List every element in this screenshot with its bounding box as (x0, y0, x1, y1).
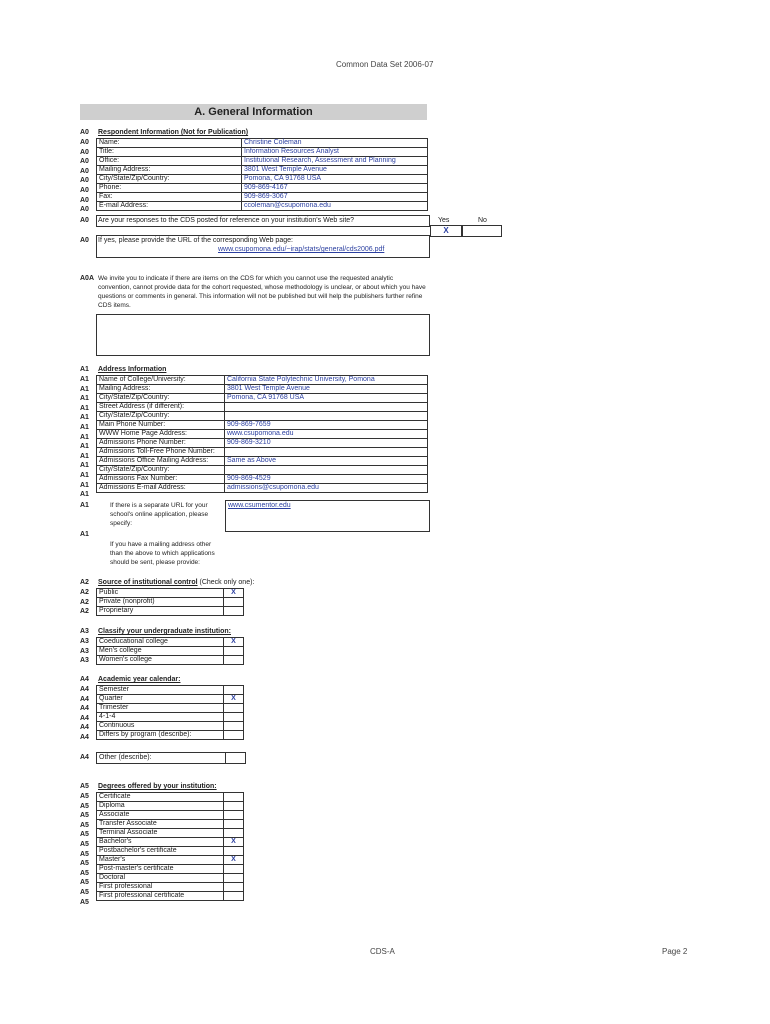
row-label: Admissions Toll-Free Phone Number: (97, 448, 225, 457)
a0-posted-code: A0 (80, 217, 89, 224)
a1-row-code: A1 (80, 414, 89, 422)
row-value[interactable]: Christine Coleman (242, 139, 428, 148)
a4-row-code: A4 (80, 686, 89, 693)
option-checkbox[interactable] (224, 793, 244, 802)
option-checkbox[interactable] (224, 847, 244, 856)
table-row (97, 193, 428, 202)
a0-row-code: A0 (80, 206, 89, 214)
a1-row-code: A1 (80, 404, 89, 412)
option-checkbox[interactable] (224, 607, 244, 616)
a1-row-code: A1 (80, 385, 89, 393)
option-label: 4-1-4 (97, 713, 224, 722)
option-label: Women's college (97, 656, 224, 665)
a4-other-label: Other (describe): (99, 754, 152, 761)
row-label: Mailing Address: (97, 166, 242, 175)
a0-row-code: A0 (80, 177, 89, 185)
a3-classify-table (96, 637, 244, 665)
table-row (97, 475, 428, 484)
option-row (97, 874, 244, 883)
table-row (97, 157, 428, 166)
option-label: Postbachelor's certificate (97, 847, 224, 856)
option-checkbox[interactable]: X (224, 638, 244, 647)
a0-row-code: A0 (80, 158, 89, 166)
row-value[interactable] (225, 403, 428, 412)
a2-row-code: A2 (80, 608, 89, 616)
option-checkbox[interactable] (224, 820, 244, 829)
table-row (97, 430, 428, 439)
row-value[interactable]: 909-869-4529 (225, 475, 428, 484)
table-row (97, 412, 428, 421)
table-row (97, 394, 428, 403)
option-row (97, 883, 244, 892)
option-label: Master's (97, 856, 224, 865)
a4-row-code: A4 (80, 705, 89, 713)
a3-code: A3 (80, 628, 89, 635)
a1-code: A1 (80, 366, 89, 373)
row-label: Fax: (97, 193, 242, 202)
a1-row-code: A1 (80, 452, 89, 460)
a0-url-question: If yes, please provide the URL of the corresponding Web page: (98, 237, 293, 244)
option-checkbox[interactable] (224, 802, 244, 811)
a2-row-code: A2 (80, 589, 89, 596)
row-label: Mailing Address: (97, 385, 225, 394)
row-value[interactable]: 909-869-3210 (225, 439, 428, 448)
option-label: Post-master's certificate (97, 865, 224, 874)
row-label: City/State/Zip/Country: (97, 466, 225, 475)
a0-row-code: A0 (80, 139, 89, 146)
a2-heading-line (98, 579, 254, 586)
row-value[interactable]: 909-869-7659 (225, 421, 428, 430)
option-checkbox[interactable] (224, 731, 244, 740)
a4-other-checkbox[interactable] (225, 752, 246, 764)
option-row (97, 589, 244, 598)
option-label: Semester (97, 686, 224, 695)
a1-row-code: A1 (80, 433, 89, 441)
a0-heading: Respondent Information (Not for Publication) (98, 129, 249, 136)
option-row (97, 713, 244, 722)
option-label: Public (97, 589, 224, 598)
option-row (97, 731, 244, 740)
table-row (97, 403, 428, 412)
a5-code: A5 (80, 783, 89, 790)
option-row (97, 865, 244, 874)
row-label: Name of College/University: (97, 376, 225, 385)
a0-url-code: A0 (80, 237, 89, 244)
option-checkbox[interactable]: X (224, 695, 244, 704)
no-checkbox[interactable] (462, 225, 502, 237)
a5-row-code: A5 (80, 879, 89, 887)
option-row (97, 704, 244, 713)
option-label: Bachelor's (97, 838, 224, 847)
a0-row-code: A0 (80, 187, 89, 194)
table-row (97, 448, 428, 457)
option-row (97, 638, 244, 647)
option-checkbox[interactable] (224, 865, 244, 874)
option-label: First professional certificate (97, 892, 224, 901)
table-row (97, 184, 428, 193)
table-row (97, 457, 428, 466)
table-row (97, 175, 428, 184)
option-label: Quarter (97, 695, 224, 704)
option-row (97, 607, 244, 616)
option-checkbox[interactable] (224, 656, 244, 665)
yes-label: Yes (438, 217, 450, 224)
a5-row-code: A5 (80, 812, 89, 820)
a5-row-code: A5 (80, 802, 89, 810)
option-row (97, 892, 244, 901)
row-value[interactable]: California State Polytechnic University, Pomona (225, 376, 428, 385)
row-label: Street Address (if different): (97, 403, 225, 412)
a0-row-code: A0 (80, 196, 89, 204)
table-row (97, 148, 428, 157)
row-label: Main Phone Number: (97, 421, 225, 430)
a2-control-table (96, 588, 244, 616)
row-label: Office: (97, 157, 242, 166)
a0-code: A0 (80, 129, 89, 136)
a1-row-code: A1 (80, 443, 89, 451)
a4-row-code: A4 (80, 714, 89, 722)
row-label: E-mail Address: (97, 202, 242, 211)
row-label: City/State/Zip/Country: (97, 412, 225, 421)
a4-heading: Academic year calendar: (98, 676, 181, 683)
a0-row-code: A0 (80, 148, 89, 156)
a5-row-code: A5 (80, 793, 89, 800)
document-header: Common Data Set 2006-07 (336, 60, 434, 69)
option-label: Continuous (97, 722, 224, 731)
a0-posted-box (96, 215, 430, 227)
option-label: Certificate (97, 793, 224, 802)
footer-center: CDS-A (370, 947, 395, 956)
table-row (97, 466, 428, 475)
a3-row-code: A3 (80, 638, 89, 645)
section-title: A. General Information (80, 104, 427, 120)
option-row (97, 647, 244, 656)
row-value[interactable]: Same as Above (225, 457, 428, 466)
a0a-code: A0A (80, 275, 95, 282)
option-checkbox[interactable] (224, 704, 244, 713)
option-checkbox[interactable] (224, 713, 244, 722)
footer-page-number: Page 2 (662, 947, 688, 956)
a3-row-code: A3 (80, 647, 89, 655)
a1-row-code: A1 (80, 491, 89, 499)
option-label: Men's college (97, 647, 224, 656)
option-row (97, 656, 244, 665)
row-value[interactable]: Information Resources Analyst (242, 148, 428, 157)
a1-row-code: A1 (80, 424, 89, 431)
a5-row-code: A5 (80, 831, 89, 839)
option-row (97, 829, 244, 838)
option-row (97, 802, 244, 811)
option-row (97, 686, 244, 695)
row-label: WWW Home Page Address: (97, 430, 225, 439)
a4-row-code: A4 (80, 695, 89, 703)
option-row (97, 856, 244, 865)
row-value[interactable] (225, 412, 428, 421)
a0-url-value[interactable]: www.csupomona.edu/~irap/stats/general/cds2006.pdf (218, 246, 385, 253)
a1-row-code: A1 (80, 376, 89, 383)
a4-code: A4 (80, 676, 89, 683)
table-row (97, 484, 428, 493)
option-label: Associate (97, 811, 224, 820)
a4-row-code: A4 (80, 724, 89, 732)
a1-row-code: A1 (80, 395, 89, 403)
option-checkbox[interactable] (224, 722, 244, 731)
row-value[interactable]: ccoleman@csupomona.edu (242, 202, 428, 211)
row-value[interactable]: Pomona, CA 91768 USA (225, 394, 428, 403)
a1-online-app-label: If there is a separate URL for your school's online application, please specify: (110, 502, 209, 527)
row-value[interactable]: 909-869-3067 (242, 193, 428, 202)
option-label: Transfer Associate (97, 820, 224, 829)
no-label: No (478, 217, 487, 224)
option-label: Trimester (97, 704, 224, 713)
option-label: Proprietary (97, 607, 224, 616)
a4-row-code: A4 (80, 734, 89, 741)
a1-row-code: A1 (80, 472, 89, 479)
a5-row-code: A5 (80, 821, 89, 829)
option-checkbox[interactable] (224, 686, 244, 695)
a5-row-code: A5 (80, 898, 89, 906)
option-label: Diploma (97, 802, 224, 811)
a5-row-code: A5 (80, 841, 89, 848)
row-value[interactable] (225, 448, 428, 457)
a1-heading: Address Information (98, 366, 167, 373)
a1-address-table (96, 375, 428, 493)
table-row (97, 421, 428, 430)
a1-online-app-value[interactable]: www.csumentor.edu (228, 502, 291, 509)
option-checkbox[interactable]: X (224, 838, 244, 847)
a5-row-code: A5 (80, 860, 89, 868)
option-checkbox[interactable]: X (224, 589, 244, 598)
table-row (97, 166, 428, 175)
option-label: Terminal Associate (97, 829, 224, 838)
row-value[interactable]: 909-869-4167 (242, 184, 428, 193)
table-row (97, 385, 428, 394)
table-row (97, 139, 428, 148)
yes-checkbox[interactable] (430, 225, 462, 237)
row-label: Phone: (97, 184, 242, 193)
option-label: Private (nonprofit) (97, 598, 224, 607)
option-row (97, 838, 244, 847)
row-label: Admissions Office Mailing Address: (97, 457, 225, 466)
a1-mailing-code: A1 (80, 531, 89, 538)
option-checkbox[interactable] (224, 892, 244, 901)
a5-row-code: A5 (80, 889, 89, 896)
option-row (97, 598, 244, 607)
option-checkbox[interactable] (224, 598, 244, 607)
option-row (97, 811, 244, 820)
a5-heading: Degrees offered by your institution: (98, 783, 217, 790)
row-label: City/State/Zip/Country: (97, 175, 242, 184)
row-label: Admissions Phone Number: (97, 439, 225, 448)
option-row (97, 722, 244, 731)
a1-separate-address-label: If you have a mailing address other than the above to which applications should be sent, please provide: (110, 541, 215, 566)
option-checkbox[interactable] (224, 811, 244, 820)
option-row (97, 847, 244, 856)
option-label: First professional (97, 883, 224, 892)
a3-row-code: A3 (80, 657, 89, 665)
option-checkbox[interactable] (224, 883, 244, 892)
a1-online-code: A1 (80, 502, 89, 509)
table-row (97, 202, 428, 211)
table-row (97, 376, 428, 385)
row-label: Admissions E-mail Address: (97, 484, 225, 493)
a0-posted-question: Are your responses to the CDS posted for reference on your institution's Web site? (98, 217, 355, 224)
row-label: Admissions Fax Number: (97, 475, 225, 484)
row-value[interactable]: www.csupomona.edu (225, 430, 428, 439)
option-label: Differs by program (describe): (97, 731, 224, 740)
a2-code: A2 (80, 579, 89, 586)
row-label: Name: (97, 139, 242, 148)
a2-row-code: A2 (80, 598, 89, 606)
a5-row-code: A5 (80, 850, 89, 858)
row-value[interactable]: 3801 West Temple Avenue (242, 166, 428, 175)
a0-respondent-table (96, 138, 428, 211)
a5-degrees-table (96, 792, 244, 901)
yes-mark: X (443, 226, 449, 235)
option-checkbox[interactable] (224, 647, 244, 656)
a1-row-code: A1 (80, 462, 89, 470)
a1-row-code: A1 (80, 481, 89, 489)
row-label: City/State/Zip/Country: (97, 394, 225, 403)
a0a-text: We invite you to indicate if there are items on the CDS for which you cannot use the requested analytic convention, cannot provide data for the cohort requested, whose methodology is unclear, or about which you have questions or comments in general. This information will not be published but will help the publishers further refine CDS items. (98, 275, 426, 309)
table-row (97, 439, 428, 448)
a2-heading: Source of institutional control (98, 579, 198, 586)
row-value[interactable] (225, 466, 428, 475)
a3-heading: Classify your undergraduate institution: (98, 628, 232, 635)
a5-row-code: A5 (80, 869, 89, 877)
option-row (97, 793, 244, 802)
row-value[interactable]: 3801 West Temple Avenue (225, 385, 428, 394)
option-checkbox[interactable] (224, 874, 244, 883)
option-label: Doctoral (97, 874, 224, 883)
row-value[interactable]: admissions@csupomona.edu (225, 484, 428, 493)
a4-calendar-table (96, 685, 244, 740)
option-row (97, 820, 244, 829)
row-value[interactable]: Pomona, CA 91768 USA (242, 175, 428, 184)
option-checkbox[interactable]: X (224, 856, 244, 865)
option-checkbox[interactable] (224, 829, 244, 838)
a4-other-code: A4 (80, 754, 89, 761)
a0-row-code: A0 (80, 167, 89, 175)
option-row (97, 695, 244, 704)
row-value[interactable]: Institutional Research, Assessment and Planning (242, 157, 428, 166)
a2-heading-suffix: (Check only one): (197, 579, 255, 586)
row-label: Title: (97, 148, 242, 157)
option-label: Coeducational college (97, 638, 224, 647)
a0a-comment-box[interactable] (96, 314, 430, 356)
